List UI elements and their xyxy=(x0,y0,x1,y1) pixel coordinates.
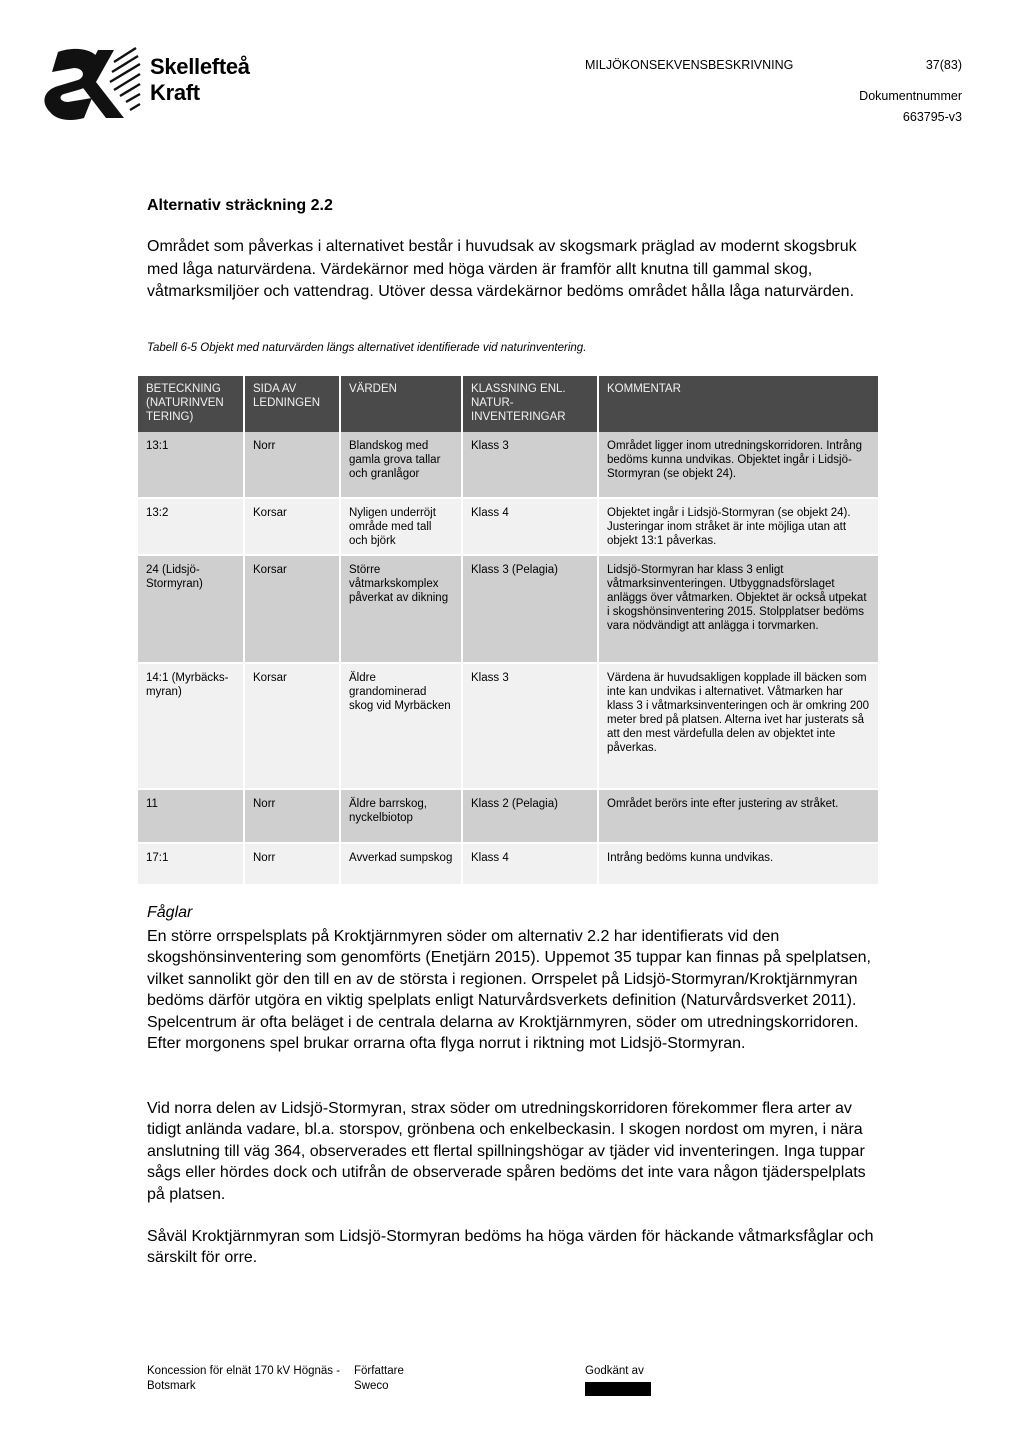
cell-class: Klass 3 xyxy=(462,432,598,498)
table-caption: Tabell 6-5 Objekt med naturvärden längs alternativet identifierade vid naturinventering. xyxy=(147,342,587,354)
cell-side: Korsar xyxy=(244,498,340,555)
cell-id: 11 xyxy=(138,789,244,843)
nature-values-table xyxy=(138,376,878,886)
footer-author-value: Sweco xyxy=(354,1380,389,1392)
document-number: 663795-v3 xyxy=(902,110,962,124)
birds-paragraph-2: Vid norra delen av Lidsjö-Stormyran, strax söder om utredningskorridoren förekommer flera arter av tidigt anlända vadare, bl.a. storspov, grönbena och enkelbeckasin. I skogen nordost om myren, i nära anslutning till väg 364, observerades ett flertal spillningshögar av tjäder vid inventeringen. Inga tuppar sågs eller hördes dock och utifrån de observerade spåren bedöms det inte vara någon tjäderspelplats på platsen. xyxy=(147,1100,866,1203)
cell-class: Klass 3 xyxy=(462,663,598,789)
cell-class: Klass 2 (Pelagia) xyxy=(462,789,598,843)
cell-side: Korsar xyxy=(244,555,340,663)
table-row xyxy=(138,498,878,555)
section-heading: Alternativ sträckning 2.2 xyxy=(147,197,333,214)
footer-approved-label: Godkänt av xyxy=(585,1365,644,1377)
cell-id: 13:1 xyxy=(138,432,244,498)
table-row xyxy=(138,663,878,789)
logo-text-line2: Kraft xyxy=(150,80,200,105)
company-logo xyxy=(40,42,270,122)
cell-values: Blandskog med gamla grova tallar och granlågor xyxy=(340,432,462,498)
birds-paragraph-1: En större orrspelsplats på Kroktjärnmyren söder om alternativ 2.2 har identifierats vid den skogshönsinventering som genomförts (Enetjärn 2015). Uppemot 35 tuppar kan finnas på spelplatsen, vilket sannolikt gör den till en av de största i regionen. Orrspelet på Lidsjö-Stormyran/Kroktjärnmyran bedöms därför utgöra en viktig spelplats enligt Naturvårdsverkets definition (Naturvårdsverket 2011). Spelcentrum är ofta beläget i de centrala delarna av Kroktjärnmyren, söder om utredningskorridoren. Efter morgonens spel brukar orrarna ofta flyga norrut i riktning mot Lidsjö-Stormyran. xyxy=(147,928,871,1053)
birds-paragraph-3: Såväl Kroktjärnmyran som Lidsjö-Stormyran bedöms ha höga värden för häckande våtmarksfåglar och särskilt för orre. xyxy=(147,1228,874,1267)
birds-heading: Fåglar xyxy=(147,904,193,921)
logo-mark-icon xyxy=(40,42,145,122)
cell-id: 17:1 xyxy=(138,843,244,885)
cell-id: 14:1 (Myrbäcks-myran) xyxy=(138,663,244,789)
cell-comment: Området berörs inte efter justering av stråket. xyxy=(598,789,878,843)
cell-comment: Lidsjö-Stormyran har klass 3 enligt våtmarksinventeringen. Utbyggnadsförslaget anläggs över våtmarken. Objektet är också utpekat i skogshönsinventering 2015. Stolpplatser bedöms vara nödvändigt att anlägga i torvmarken. xyxy=(598,555,878,663)
col-header-side: SIDA AV LEDNINGEN xyxy=(244,376,340,432)
document-type: MILJÖKONSEKVENSBESKRIVNING xyxy=(585,58,794,72)
logo-text-line1: Skellefteå xyxy=(150,54,250,79)
table-row xyxy=(138,432,878,498)
table-row xyxy=(138,789,878,843)
cell-id: 13:2 xyxy=(138,498,244,555)
cell-comment: Värdena är huvudsakligen kopplade ill bäcken som inte kan undvikas i alternativet. Våtmarken har klass 3 i våtmarksinventeringen och är omkring 200 meter bred på platsen. Alterna ivet har justerats så att den mest värdefulla delen av objektet inte påverkas. xyxy=(598,663,878,789)
col-header-id: BETECKNING (NATURINVEN TERING) xyxy=(138,376,244,432)
col-header-class: KLASSNING ENL. NATUR-INVENTERINGAR xyxy=(462,376,598,432)
cell-comment: Objektet ingår i Lidsjö-Stormyran (se objekt 24). Justeringar inom stråket är inte möjliga utan att objekt 13:1 påverkas. xyxy=(598,498,878,555)
cell-class: Klass 3 (Pelagia) xyxy=(462,555,598,663)
table-row xyxy=(138,843,878,885)
cell-values: Nyligen underröjt område med tall och björk xyxy=(340,498,462,555)
table-row xyxy=(138,555,878,663)
cell-class: Klass 4 xyxy=(462,498,598,555)
cell-side: Korsar xyxy=(244,663,340,789)
cell-values: Äldre grandominerad skog vid Myrbäcken xyxy=(340,663,462,789)
redacted-approver xyxy=(585,1382,651,1396)
cell-id: 24 (Lidsjö-Stormyran) xyxy=(138,555,244,663)
col-header-values: VÄRDEN xyxy=(340,376,462,432)
page-number: 37(83) xyxy=(925,58,962,72)
intro-paragraph: Området som påverkas i alternativet består i huvudsak av skogsmark präglad av modernt skogsbruk med låga naturvärdena. Värdekärnor med höga värden är framför allt knutna till gammal skog, våtmarksmiljöer och vattendrag. Utöver dessa värdekärnor bedöms området hålla låga naturvärden. xyxy=(147,238,857,300)
col-header-comment: KOMMENTAR xyxy=(598,376,878,432)
cell-comment: Intrång bedöms kunna undvikas. xyxy=(598,843,878,885)
cell-side: Norr xyxy=(244,432,340,498)
cell-class: Klass 4 xyxy=(462,843,598,885)
table-header-row xyxy=(138,376,878,432)
cell-side: Norr xyxy=(244,843,340,885)
document-number-label: Dokumentnummer xyxy=(859,89,962,103)
cell-side: Norr xyxy=(244,789,340,843)
footer-concession: Koncession för elnät 170 kV Högnäs - Botsmark xyxy=(147,1365,341,1392)
footer-author xyxy=(354,1364,504,1394)
cell-comment: Området ligger inom utredningskorridoren. Intrång bedöms kunna undvikas. Objektet ingår i Lidsjö-Stormyran (se objekt 24). xyxy=(598,432,878,498)
cell-values: Äldre barrskog, nyckelbiotop xyxy=(340,789,462,843)
footer-author-label: Författare xyxy=(354,1365,404,1377)
cell-values: Avverkad sumpskog xyxy=(340,843,462,885)
cell-values: Större våtmarkskomplex påverkat av dikning xyxy=(340,555,462,663)
